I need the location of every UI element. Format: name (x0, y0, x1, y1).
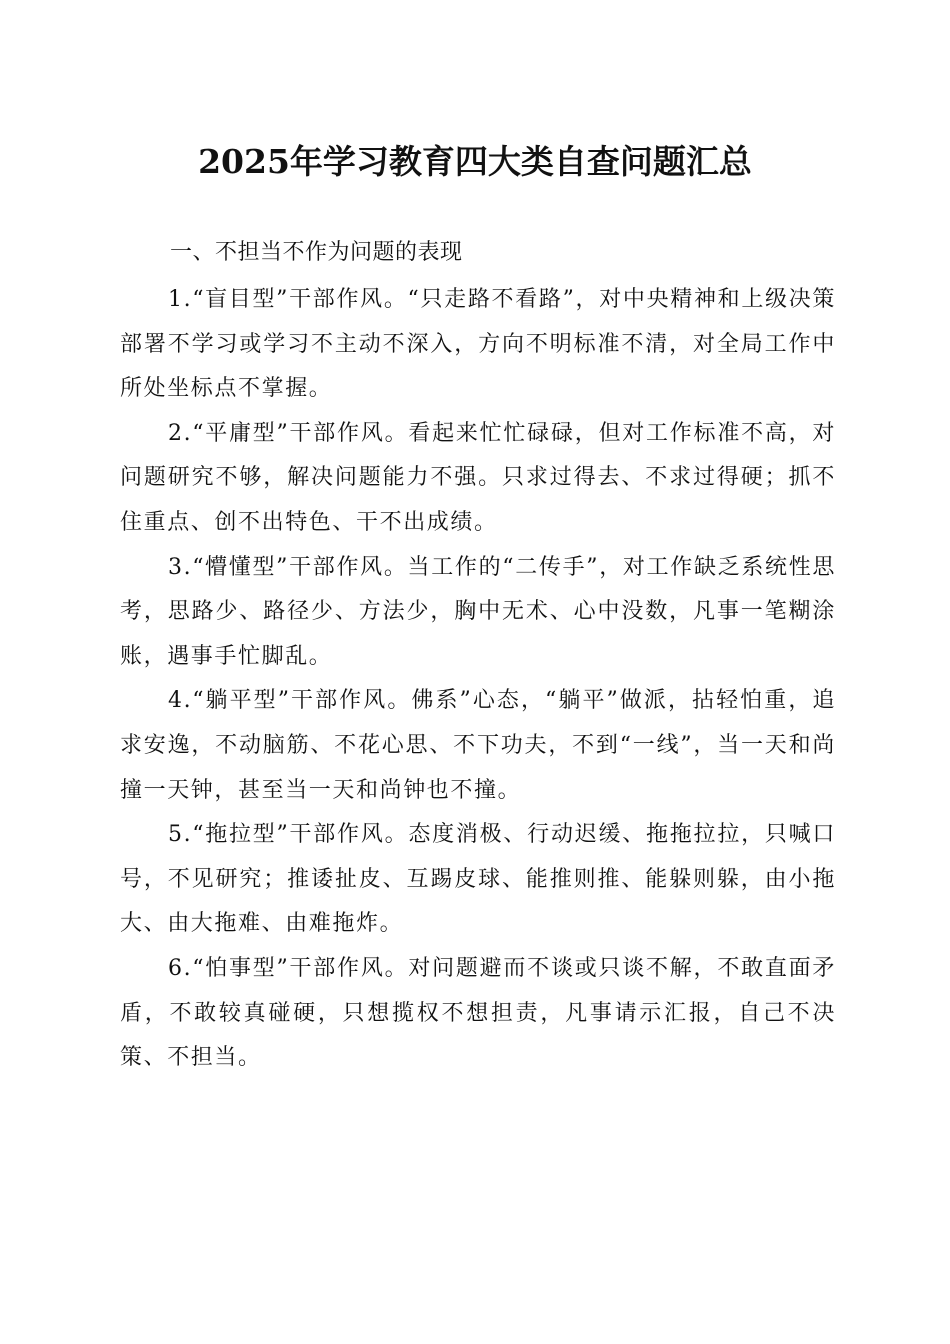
paragraph-5: 5.“拖拉型”干部作风。态度消极、行动迟缓、拖拖拉拉，只喊口号，不见研究；推诿扯皮、互踢皮球、能推则推、能躲则躲，由小拖大、由大拖难、由难拖炸。 (120, 822, 836, 937)
paragraph-3: 3.“懵懂型”干部作风。当工作的“二传手”，对工作缺乏系统性思考，思路少、路径少、方法少，胸中无术、心中没数，凡事一笔糊涂账，遇事手忙脚乱。 (120, 554, 836, 669)
section-heading: 一、不担当不作为问题的表现 (170, 240, 463, 265)
paragraph-2: 2.“平庸型”干部作风。看起来忙忙碌碌，但对工作标准不高，对问题研究不够，解决问题能力不强。只求过得去、不求过得硬；抓不住重点、创不出特色、干不出成绩。 (120, 420, 836, 535)
paragraph-6: 6.“怕事型”干部作风。对问题避而不谈或只谈不解，不敢直面矛盾，不敢较真碰硬，只想揽权不想担责，凡事请示汇报，自己不决策、不担当。 (120, 955, 836, 1071)
paragraph-1: 1.“盲目型”干部作风。“只走路不看路”，对中央精神和上级决策部署不学习或学习不主动不深入，方向不明标准不清，对全局工作中所处坐标点不掌握。 (120, 287, 836, 402)
document-title: 2025年学习教育四大类自查问题汇总 (198, 142, 752, 181)
document-body (120, 278, 836, 1081)
paragraph-4: 4.“躺平型”干部作风。佛系”心态，“躺平”做派，拈轻怕重，追求安逸，不动脑筋、不花心思、不下功夫，不到“一线”，当一天和尚撞一天钟，甚至当一天和尚钟也不撞。 (120, 688, 836, 803)
